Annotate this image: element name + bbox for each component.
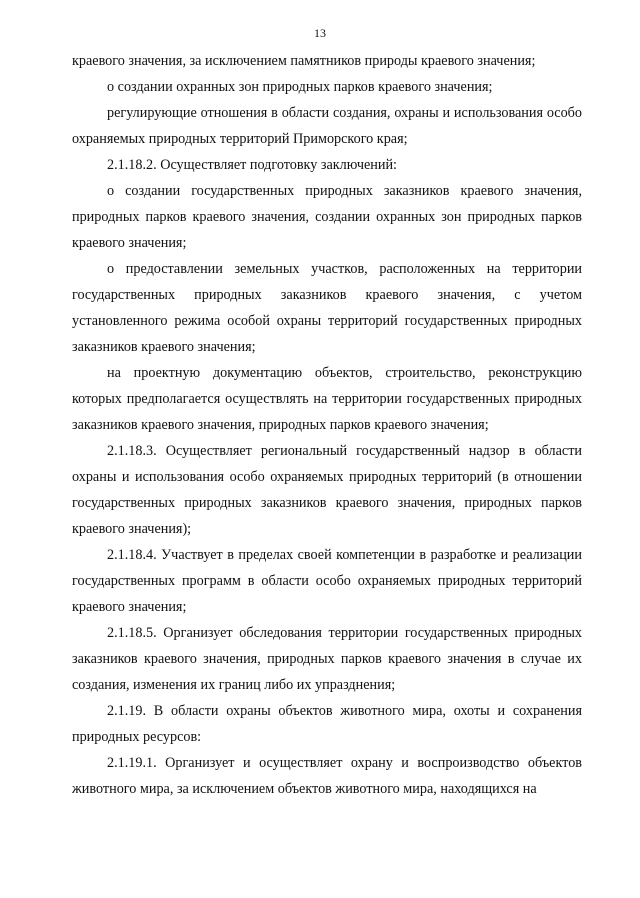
paragraph: на проектную документацию объектов, строительство, реконструкцию которых предполагается осуществлять на территории государственных природных заказников краевого значения, природных парков краевого значения;	[72, 365, 582, 433]
paragraph: 2.1.19. В области охраны объектов животного мира, охоты и сохранения природных ресурсов:	[72, 703, 582, 745]
paragraph: о создании охранных зон природных парков краевого значения;	[107, 79, 493, 95]
paragraph: 2.1.19.1. Организует и осуществляет охрану и воспроизводство объектов животного мира, за исключением объектов животного мира, находящихся на	[72, 755, 582, 797]
paragraph: 2.1.18.4. Участвует в пределах своей компетенции в разработке и реализации государственных программ в области особо охраняемых природных территорий краевого значения;	[72, 547, 582, 615]
paragraph: краевого значения, за исключением памятников природы краевого значения;	[72, 53, 536, 69]
paragraph: 2.1.18.3. Осуществляет региональный государственный надзор в области охраны и использования особо охраняемых природных территорий (в отношении государственных природных заказников краевого значения, природных парков краевого значения);	[72, 443, 582, 537]
paragraph: о создании государственных природных заказников краевого значения, природных парков краевого значения, создании охранных зон природных парков краевого значения;	[72, 183, 582, 251]
paragraph: о предоставлении земельных участков, расположенных на территории государственных природных заказников краевого значения, с учетом установленного режима особой охраны территорий государственных природных заказников краевого значения;	[72, 261, 582, 355]
paragraph: регулирующие отношения в области создания, охраны и использования особо охраняемых природных территорий Приморского края;	[72, 105, 582, 147]
paragraph: 2.1.18.2. Осуществляет подготовку заключений:	[107, 157, 397, 173]
paragraph: 2.1.18.5. Организует обследования территории государственных природных заказников краевого значения, природных парков краевого значения в случае их создания, изменения их границ либо их упразднения;	[72, 625, 582, 693]
document-body	[72, 48, 582, 802]
page-number: 13	[314, 26, 326, 40]
